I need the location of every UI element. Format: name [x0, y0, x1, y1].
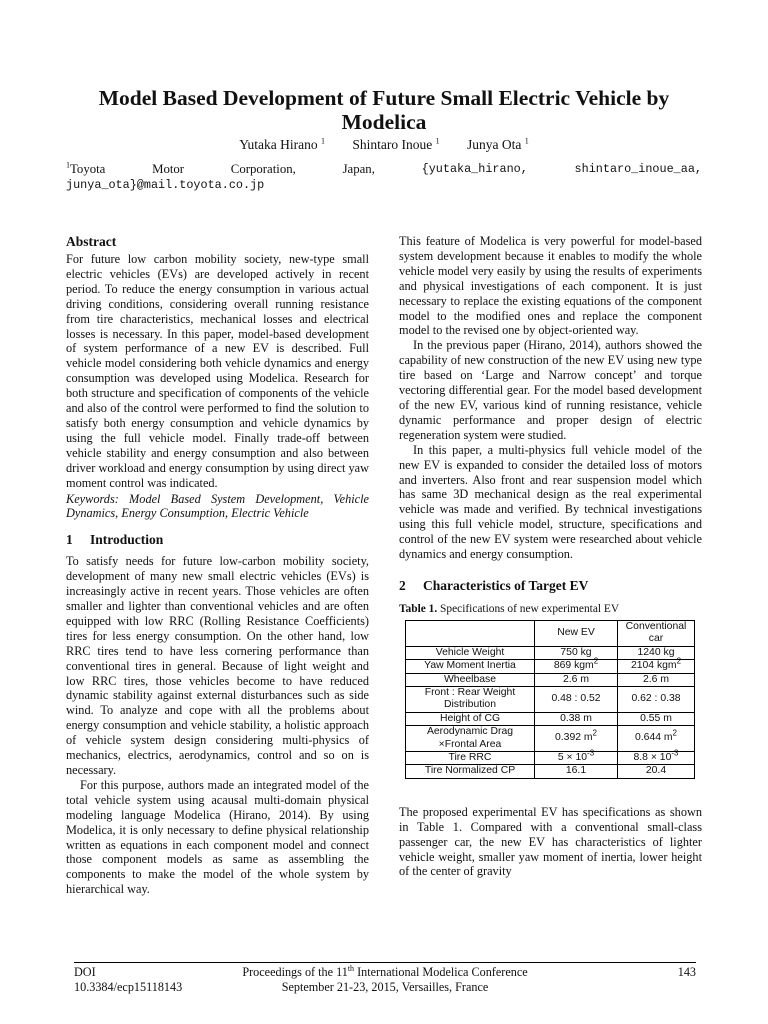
author: Junya Ota $^1$ [466, 136, 529, 152]
author: Yutaka Hirano $^1$ [239, 136, 325, 152]
keywords: Keywords: Model Based System Development, Vehicle Dynamics, Energy Consumption, Electric Vehicle [66, 491, 369, 521]
paper-title: Model Based Development of Future Small Electric Vehicle by Modelica [98, 86, 670, 134]
affiliation-email: junya_ota}@mail.toyota.co.jp [66, 178, 265, 192]
table-row: Tire RRC $5 \times 10^{-3}$ $8.8 \times 10^{-3}$ [406, 752, 695, 765]
abstract-body: For future low carbon mobility society, new-type small electric vehicles (EVs) are developed actively in recent period. To reduce the energy consumption in various actual driving conditions, considering overall running resistance from tire characteristics, mechanical losses and electrical losses is necessary. In this paper, model-based development of system performance of a new EV is described. Full vehicle model considering both vehicle dynamics and energy consumption was developed using Modelica. Research for both structure and specification of components of the vehicle and also of the control were performed to find the solution to satisfy both energy consumption and vehicle dynamics by using the full vehicle model. Finally trade-off between vehicle stability and energy consumption and also between driver workload and energy consumption by using direct yaw moment control was indicated. [66, 252, 369, 490]
table-row: Aerodynamic Drag ×Frontal Area 0.392 $m^2$ 0.644 $m^2$ [406, 726, 695, 752]
footer-rule [74, 962, 696, 963]
body-paragraph: The proposed experimental EV has specifications as shown in Table 1. Compared with a conventional small-class passenger car, the new EV has characteristics of lighter vehicle weight, smaller yaw moment of inertia, lower height of the center of gravity [399, 804, 702, 879]
table-caption: Table 1. Specifications of new experimental EV [399, 602, 620, 615]
footer-proceedings: Proceedings of the 11th International Modelica Conference September 21-23, 2015, Versailles, France [242, 963, 528, 994]
author-list [60, 137, 708, 153]
abstract-heading: Abstract [66, 234, 117, 249]
table-row: Height of CG 0.38 m 0.55 m [406, 712, 695, 725]
intro-paragraph: For this purpose, authors made an integrated model of the total vehicle system using acausal multi-domain physical modeling language Modelica (Hirano, 2014). By using Modelica, it is only necessary to define physical relationship written as equations in each component model and connect those component models as same as assembling the components to make the model of the whole system by hierarchical way. [66, 777, 369, 897]
table-row: Vehicle Weight 750 kg 1240 kg [406, 646, 695, 659]
page-footer [74, 962, 696, 994]
footer-doi: DOI 10.3384/ecp15118143 [74, 965, 183, 994]
table-row: Front : Rear Weight Distribution 0.48 : 0.52 0.62 : 0.38 [406, 686, 695, 712]
table-row: Yaw Moment Inertia 869 kgm$^2$ 2104 kgm$^2$ [406, 660, 695, 673]
spec-table [405, 620, 695, 779]
table-row: Wheelbase 2.6 m 2.6 m [406, 673, 695, 686]
intro-heading: 1 Introduction [66, 532, 164, 548]
table-header-row: New EV Conventional car [406, 620, 695, 646]
intro-paragraph: To satisfy needs for future low-carbon mobility society, development of many new small electric vehicles (EVs) is increasingly active in recent years. Those vehicles are often smaller and lighter than conventional vehicles and are often equipped with low RRC (Rolling Resistance Coefficients) tires for less energy consumption. On the other hand, low RRC tires tend to have less cornering performance than conventional tires in general. Because of light weight and low RRC tires, those vehicles become to have reduced dynamic stability against external disturbances such as side wind. To analyze and cope with all the problems about energy consumption and vehicle stability, a holistic approach of vehicle system design considering multi-physics of mechanics, electrics, aerodynamics, control and so on is necessary. [66, 554, 369, 777]
table-row: Tire Normalized CP 16.1 20.4 [406, 765, 695, 778]
author: Shintaro Inoue $^1$ [352, 136, 440, 152]
page-number: 143 [677, 965, 696, 979]
body-paragraph: In the previous paper (Hirano, 2014), authors showed the capability of new construction of the new EV using new type tire based on ‘Large and Narrow concept’ and torque vectoring differential gear. For the model based development of the new EV, various kind of running resistance, vehicle dynamic performance and proper design of electric regeneration system were studied. [399, 338, 702, 442]
body-paragraph: This feature of Modelica is very powerful for model-based system development because it enables to modify the whole vehicle model very easily by using the results of experiments and physical investigations of each component. It is just necessary to replace the existing equations of the component model to the modified ones and replace the component model to the revised one by object-oriented way. [399, 234, 702, 338]
right-column [399, 234, 702, 879]
left-column [66, 234, 369, 897]
section2-heading: 2 Characteristics of Target EV [399, 577, 589, 593]
affiliation: $^1$Toyota Motor Corporation, Japan, {yutaka_hirano, shintaro_inoue_aa, junya_ota}@mail.toyota.co.jp [66, 160, 702, 192]
body-paragraph: In this paper, a multi-physics full vehicle model of the new EV is expanded to consider the detailed loss of motors and inverters. Also front and rear suspension model which has same 3D mechanical design as the real experimental vehicle was made and verified. By technical investigations using this full vehicle model, structure, specifications and control of the new EV system were researched about vehicle dynamics and energy consumption. [399, 442, 702, 562]
